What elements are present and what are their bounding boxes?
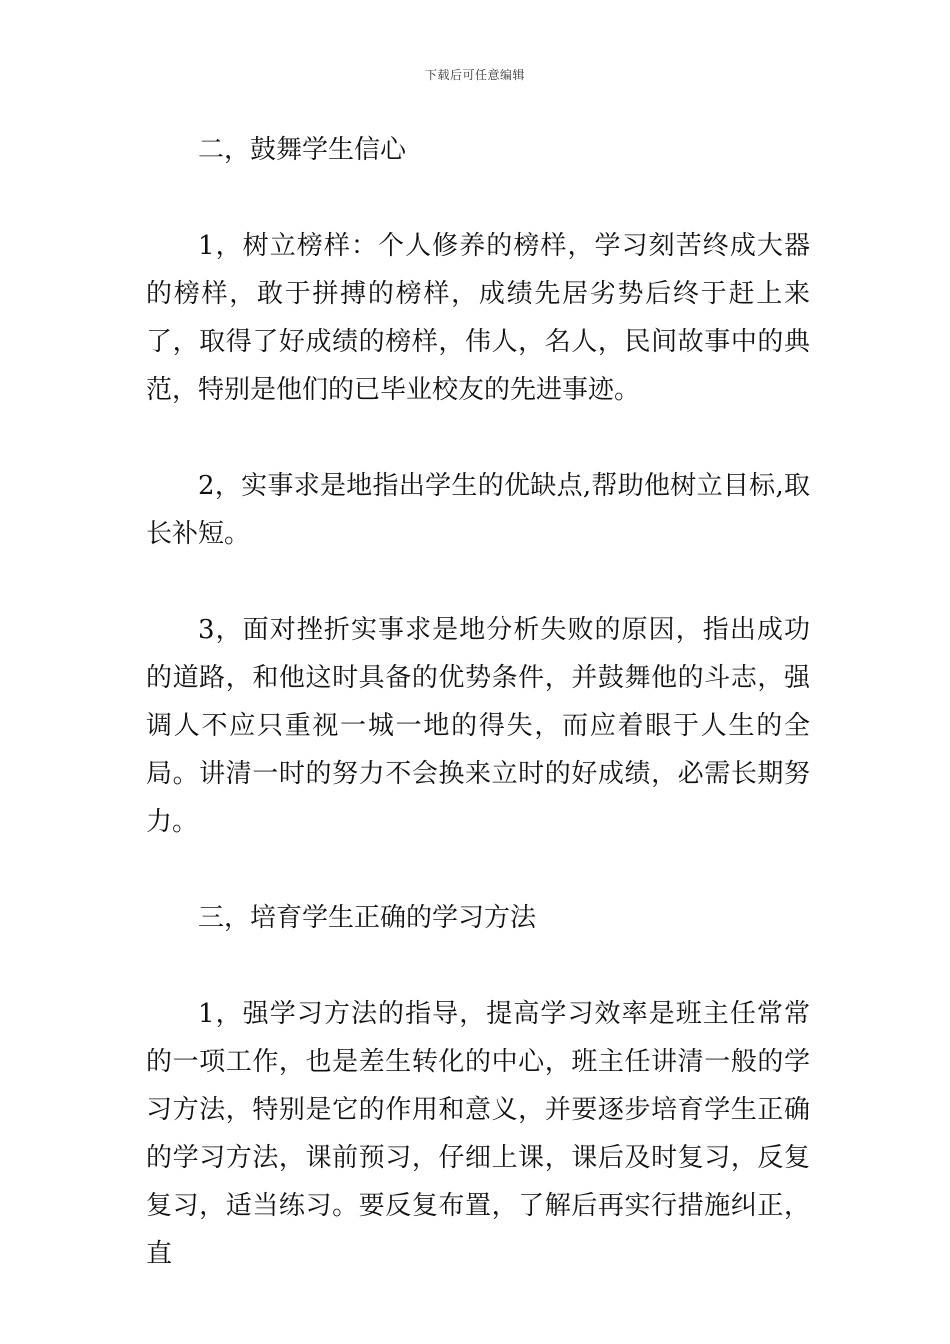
paragraph-role-models: 1，树立榜样：个人修养的榜样，学习刻苦终成大器的榜样，敢于拼搏的榜样，成绩先居劣势后终于赶上来了，取得了好成绩的榜样，伟人，名人，民间故事中的典范，特别是他们的已毕业校友的先进事迹。	[146, 231, 810, 405]
paragraph-gap	[146, 942, 810, 990]
paragraph-study-methods: 1，强学习方法的指导，提高学习效率是班主任常常的一项工作，也是差生转化的中心，班主任讲清一般的学习方法，特别是它的作用和意义，并要逐步培育学生正确的学习方法，课前预习，仔细上课，课后及时复习，反复复习，适当练习。要反复布置，了解后再实行措施纠正，直	[146, 999, 810, 1269]
section-heading-3: 三，培育学生正确的学习方法	[198, 903, 537, 933]
paragraph-gap	[146, 846, 810, 894]
paragraph-strengths-weaknesses: 2，实事求是地指出学生的优缺点,帮助他树立目标,取长补短。	[146, 471, 810, 549]
paragraph-gap	[146, 558, 810, 606]
document-body	[146, 126, 810, 1278]
paragraph-gap	[146, 414, 810, 462]
paragraph-facing-setbacks: 3，面对挫折实事求是地分析失败的原因，指出成功的道路，和他这时具备的优势条件，并鼓舞他的斗志，强调人不应只重视一城一地的得失，而应着眼于人生的全局。讲清一时的努力不会换来立时的好成绩，必需长期努力。	[146, 615, 810, 837]
page-header-note: 下载后可任意编辑	[424, 68, 525, 82]
paragraph-gap	[146, 174, 810, 222]
section-heading-2: 二，鼓舞学生信心	[198, 135, 407, 165]
